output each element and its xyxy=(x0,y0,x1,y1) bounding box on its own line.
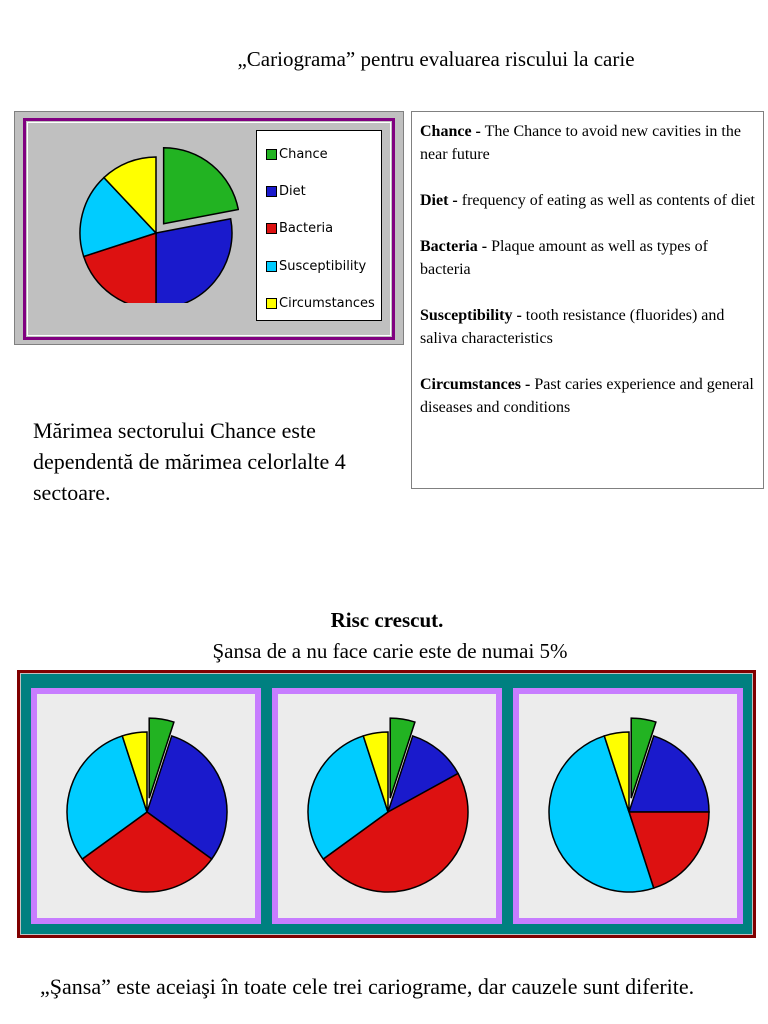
definition-term: Bacteria - xyxy=(420,238,488,255)
comparison-panel-inner xyxy=(20,673,753,935)
legend-item-diet xyxy=(266,183,306,199)
legend-swatch-circumstances xyxy=(266,298,277,309)
cariogram-panel-1 xyxy=(31,688,261,924)
definition-chance xyxy=(420,120,755,166)
top-cariogram-chart xyxy=(14,111,404,345)
definition-term: Chance - xyxy=(420,123,481,140)
cariogram-panel-3 xyxy=(513,688,743,924)
cariogram-comparison-panel xyxy=(17,670,756,938)
cariogram-pie-3 xyxy=(531,704,727,904)
pie-slice-diet xyxy=(156,219,232,303)
definition-bacteria xyxy=(420,235,755,281)
legend-swatch-chance xyxy=(266,149,277,160)
chance-note: Mărimea sectorului Chance este dependentă de mărimea celorlalte 4 sectoare. xyxy=(33,418,346,505)
cariogram-panel-background xyxy=(37,694,255,918)
legend-label-circumstances: Circumstances xyxy=(279,295,375,311)
definition-text: frequency of eating as well as contents of diet xyxy=(457,192,755,209)
pie-slice-chance xyxy=(164,148,239,224)
definition-diet xyxy=(420,189,755,212)
cariogram-pie-1 xyxy=(49,704,245,904)
definition-text: The Chance to avoid new cavities in the near future xyxy=(420,123,741,163)
legend-item-circumstances xyxy=(266,295,375,311)
legend-item-chance xyxy=(266,146,328,162)
legend-item-susceptibility xyxy=(266,258,366,274)
definition-term: Susceptibility - xyxy=(420,307,522,324)
definition-term: Diet - xyxy=(420,192,458,209)
cariogram-panel-background xyxy=(519,694,737,918)
top-pie-chart xyxy=(73,137,239,303)
definition-text: tooth resistance (fluorides) and saliva characteristics xyxy=(420,307,725,347)
legend-swatch-susceptibility xyxy=(266,261,277,272)
definition-text: Past caries experience and general diseases and conditions xyxy=(420,376,754,416)
risk-subheading: Şansa de a nu face carie este de numai 5% xyxy=(212,639,568,663)
definition-text: Plaque amount as well as types of bacteria xyxy=(420,238,708,278)
legend-swatch-diet xyxy=(266,186,277,197)
legend-item-bacteria xyxy=(266,220,333,236)
risk-heading: Risc crescut. xyxy=(330,608,444,632)
cariogram-panel-2 xyxy=(272,688,502,924)
legend-label-chance: Chance xyxy=(279,146,328,162)
definition-circumstances xyxy=(420,373,755,419)
definition-term: Circumstances - xyxy=(420,376,531,393)
legend-label-susceptibility: Susceptibility xyxy=(279,258,367,274)
chart-legend xyxy=(256,130,382,321)
legend-label-bacteria: Bacteria xyxy=(279,220,334,236)
definition-susceptibility xyxy=(420,304,755,350)
definitions-box xyxy=(411,111,764,489)
cariogram-pie-2 xyxy=(290,704,486,904)
page-title: „Cariograma” pentru evaluarea riscului la carie xyxy=(237,47,635,71)
legend-label-diet: Diet xyxy=(279,183,306,199)
legend-swatch-bacteria xyxy=(266,223,277,234)
closing-statement: „Şansa” este aceiaşi în toate cele trei cariograme, dar cauzele sunt diferite. xyxy=(40,974,695,999)
cariogram-panel-background xyxy=(278,694,496,918)
